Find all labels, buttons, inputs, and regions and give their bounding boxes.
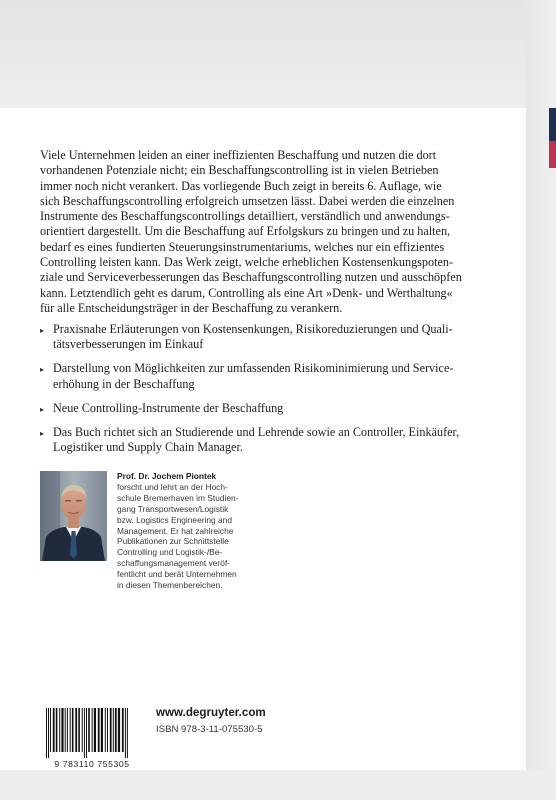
barcode-bar xyxy=(46,708,47,758)
description-line: bedarf es eines fundierten Steuerungsinstrumentariums, welches nur ein effizientes xyxy=(40,239,445,254)
author-portrait-image xyxy=(40,471,107,561)
barcode-bar xyxy=(110,708,112,752)
barcode-bar xyxy=(48,708,49,758)
barcode-bar xyxy=(86,708,87,758)
bio-line: schaffungsmanagement veröf- xyxy=(117,558,230,569)
description-line: sich Beschaffungscontrolling erfolgreich umsetzen lässt. Dabei werden die einzelnen xyxy=(40,193,455,208)
feature-line: Logistiker und Supply Chain Manager. xyxy=(53,440,243,455)
bio-line: Controlling und Logistik-/Be- xyxy=(117,547,223,558)
bio-line: fentlicht und berät Unternehmen xyxy=(117,569,237,580)
barcode-bar xyxy=(75,708,77,752)
bullet-arrow-icon: ▸ xyxy=(40,404,45,414)
feature-list-item xyxy=(40,361,468,391)
description-line: kann. Letztendlich geht es darum, Controlling als eine Art »Denk- und Werthaltung« xyxy=(40,285,453,300)
barcode-image xyxy=(40,704,144,758)
barcode-bar xyxy=(72,708,74,752)
barcode-bar xyxy=(65,708,66,752)
description-line: Instrumente des Beschaffungscontrollings detailliert, verständlich und anwendungs- xyxy=(40,209,450,224)
bio-line: Publikationen zur Schnittstelle xyxy=(117,536,229,547)
barcode-bar xyxy=(78,708,80,752)
bio-line: gang Transportwesen/Logistik xyxy=(117,503,229,514)
cover-background-bottom xyxy=(0,770,556,800)
feature-list-item xyxy=(40,322,468,352)
barcode-bar xyxy=(98,708,100,752)
isbn-number: ISBN 978-3-11-075530-5 xyxy=(156,724,263,735)
bio-line: Management. Er hat zahlreiche xyxy=(117,525,234,536)
barcode-bar xyxy=(113,708,114,752)
barcode-bar xyxy=(94,708,96,752)
bio-line: forscht und lehrt an der Hoch- xyxy=(117,481,228,492)
author-bio xyxy=(117,471,257,591)
publisher-url: www.degruyter.com xyxy=(156,706,266,719)
description-line: orientiert dargestellt. Um die Beschaffung auf Erfolgskurs zu bringen und zu halten, xyxy=(40,224,451,239)
spine-accent-strip xyxy=(549,108,556,168)
bullet-arrow-icon: ▸ xyxy=(40,326,45,335)
feature-line: Darstellung von Möglichkeiten zur umfassenden Risikominimierung und Service- xyxy=(53,361,454,376)
feature-line: erhöhung in der Beschaffung xyxy=(53,376,195,391)
barcode-bar xyxy=(70,708,71,752)
barcode-bar xyxy=(61,708,63,752)
barcode-bar xyxy=(56,708,58,752)
description-text xyxy=(40,148,468,316)
barcode-bar xyxy=(67,708,68,752)
barcode-number: 9 783110 755305 xyxy=(54,759,130,769)
feature-list-item xyxy=(40,425,468,455)
barcode-bar xyxy=(122,708,124,752)
barcode-bar xyxy=(115,708,117,752)
bio-line: in diesen Themenbereichen. xyxy=(117,580,223,591)
bio-line: schule Bremerhaven im Studien- xyxy=(117,492,239,503)
book-description xyxy=(40,148,468,316)
feature-line: Das Buch richtet sich an Studierende und Lehrende sowie an Controller, Einkäufer, xyxy=(53,425,460,440)
barcode-bar xyxy=(92,708,93,752)
barcode-bar xyxy=(84,708,85,758)
barcode-bar xyxy=(88,708,90,752)
description-line: für alle Entscheidungsträger in der Beschaffung zu verankern. xyxy=(40,300,343,315)
feature-line: Neue Controlling-Instrumente der Beschaffung xyxy=(53,400,284,415)
barcode-bar xyxy=(50,708,51,752)
bio-line: bzw. Logistics Engineering and xyxy=(117,514,232,525)
feature-list-item xyxy=(40,401,468,416)
barcode-bar xyxy=(107,708,108,752)
barcode-bar xyxy=(127,708,128,758)
barcode-bar xyxy=(59,708,60,752)
barcode-bar xyxy=(125,708,126,758)
feature-list xyxy=(40,322,468,464)
description-line: ziale und Serviceverbesserungen das Beschaffungscontrolling nutzen und ausschöpfen xyxy=(40,270,462,285)
description-line: immer noch nicht verankert. Das vorliegende Buch zeigt in bereits 6. Auflage, wie xyxy=(40,178,442,193)
description-line: Controlling leisten kann. Das Werk zeigt, welche erheblichen Kostensenkungspoten- xyxy=(40,255,454,270)
barcode-bar xyxy=(82,708,83,752)
barcode-bar xyxy=(118,708,120,752)
barcode-bar xyxy=(105,708,106,752)
description-line: vorhandenen Potenziale nicht; ein Beschaffungscontrolling ist in vielen Betrieben xyxy=(40,163,439,178)
author-photo xyxy=(40,471,107,561)
barcode-bar xyxy=(53,708,55,752)
author-name: Prof. Dr. Jochem Piontek xyxy=(117,471,217,481)
cover-background-top xyxy=(0,0,556,108)
feature-line: tätsverbesserungen im Einkauf xyxy=(53,337,204,352)
bullet-arrow-icon: ▸ xyxy=(40,365,45,375)
description-line: Viele Unternehmen leiden an einer ineffizienten Beschaffung und nutzen die dort xyxy=(40,148,437,162)
author-bio-text xyxy=(117,482,257,591)
barcode-bar xyxy=(101,708,103,752)
bullet-arrow-icon: ▸ xyxy=(40,429,45,439)
feature-line: Praxisnahe Erläuterungen von Kostensenkungen, Risikoreduzierungen und Quali- xyxy=(53,322,453,336)
